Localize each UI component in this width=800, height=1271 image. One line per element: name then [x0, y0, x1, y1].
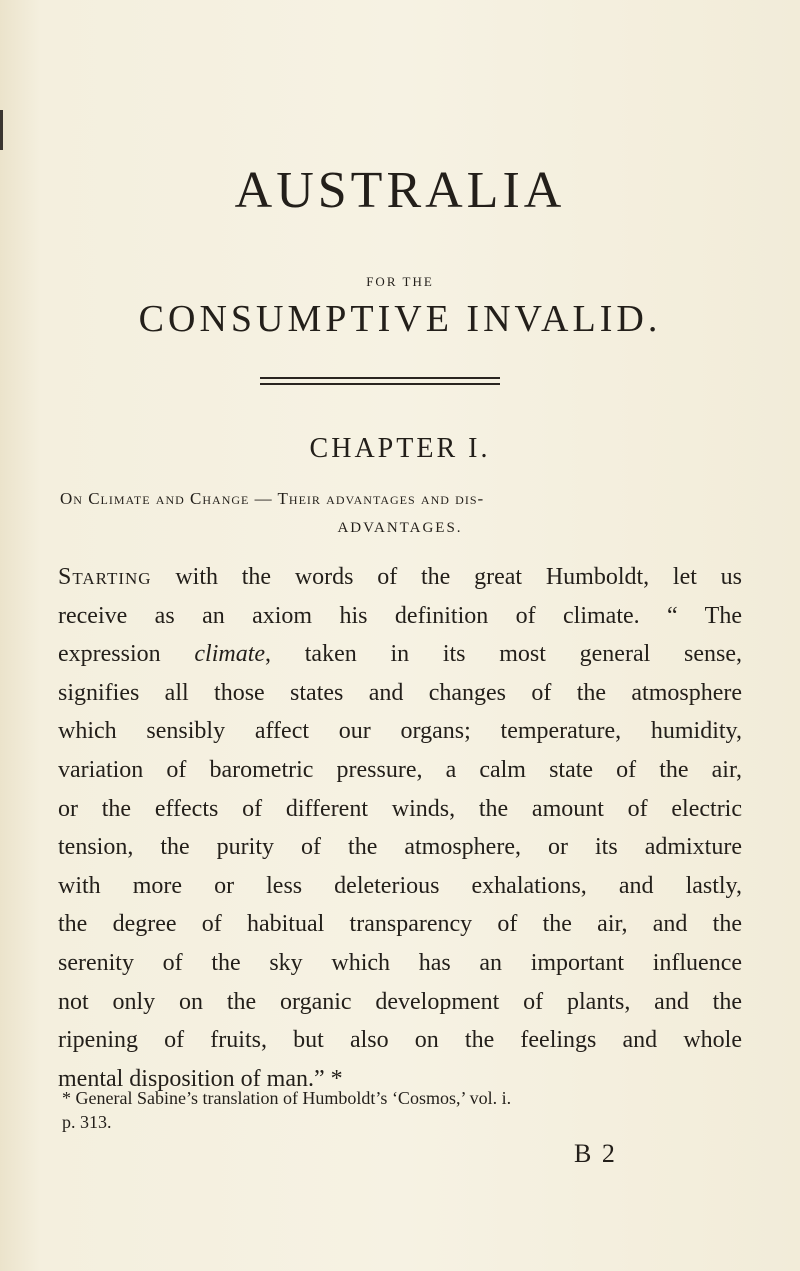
body-line: tension, the purity of the atmosphere, or its admixture — [58, 834, 742, 861]
body-line: or the effects of different winds, the amount of electric — [58, 795, 742, 822]
book-subtitle: CONSUMPTIVE INVALID. — [138, 298, 662, 340]
double-rule-top — [260, 377, 500, 379]
body-line: mental disposition of man.” * — [58, 1065, 343, 1092]
emphasized-word: climate — [194, 641, 266, 668]
book-title: AUSTRALIA — [234, 162, 566, 219]
body-line: signifies all those states and changes of the atmosphere — [58, 679, 742, 706]
opening-word: Starting — [58, 564, 152, 590]
body-line: the degree of habitual transparency of the air, and the — [58, 911, 742, 938]
body-line: receive as an axiom his definition of climate. “ The — [58, 602, 742, 629]
body-line: ripening of fruits, but also on the feelings and whole — [58, 1027, 742, 1054]
body-line: serenity of the sky which has an important influence — [58, 949, 742, 976]
chapter-summary-line-1: On Climate and Change — Their advantages and dis- — [60, 489, 485, 508]
footnote-line-2: p. 313. — [62, 1112, 112, 1132]
body-line: not only on the organic development of plants, and the — [58, 988, 742, 1015]
body-line-text: with the words of the great Humboldt, let us — [151, 564, 742, 590]
body-line: variation of barometric pressure, a calm state of the air, — [58, 756, 742, 783]
chapter-heading: CHAPTER I. — [309, 433, 491, 464]
title-connector: FOR THE — [366, 274, 434, 289]
body-line — [58, 558, 742, 597]
body-line: which sensibly affect our organs; temperature, humidity, — [58, 718, 742, 745]
double-rule-bottom — [260, 383, 500, 385]
footnote — [62, 1086, 722, 1134]
page-edge-mark — [0, 110, 3, 150]
body-paragraph — [58, 558, 742, 1098]
chapter-summary-line-2: ADVANTAGES. — [337, 520, 463, 536]
footnote-line-1: * General Sabine’s translation of Humboldt’s ‘Cosmos,’ vol. i. — [62, 1088, 512, 1108]
body-line: expression climate, taken in its most general sense, — [58, 641, 742, 668]
body-line: with more or less deleterious exhalations, and lastly, — [58, 872, 742, 899]
signature-mark: B 2 — [574, 1139, 617, 1168]
